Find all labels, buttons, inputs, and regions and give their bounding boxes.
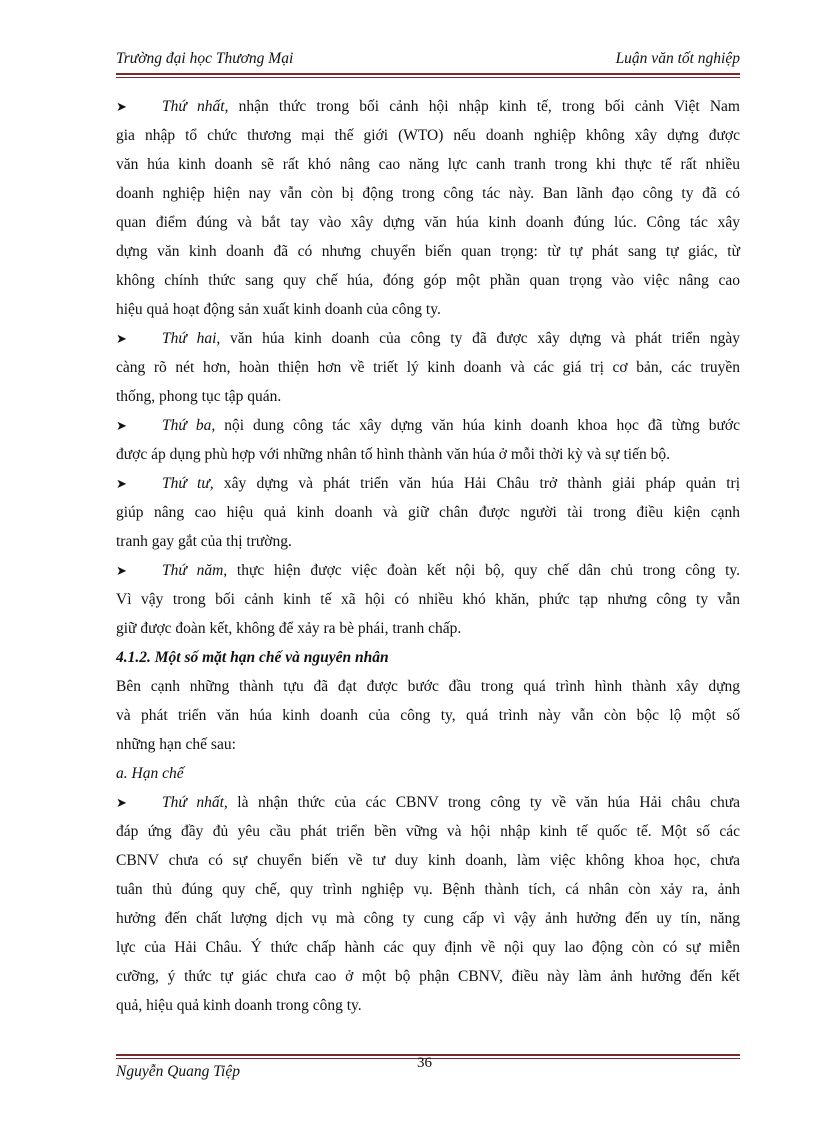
paragraph-1-line: gia nhập tổ chức thương mại thế giới (WTO) nếu doanh nghiệp không xây dựng được <box>116 127 740 144</box>
paragraph-1-line: quan điểm đúng và bắt tay vào xây dựng văn húa kinh doanh đúng lúc. Công tác xây <box>116 214 740 231</box>
paragraph-3-line: ➤ Thứ ba, nội dung công tác xây dựng văn húa kinh doanh khoa học đã từng bước <box>116 411 740 440</box>
paragraph-6-line: cưỡng, ý thức tự giác chưa cao ở một bộ phận CBNV, điều này làm ảnh hưởng đến kết <box>116 968 740 985</box>
page-number: 36 <box>417 1055 432 1071</box>
header-rule <box>116 73 740 75</box>
paragraph-1-line: doanh nghiệp hiện nay vẫn còn bị động trong công tác này. Ban lãnh đạo công ty đã có <box>116 185 740 202</box>
paragraph-1-line: văn húa kinh doanh sẽ rất khó nâng cao năng lực canh tranh trong khi thực tế rất nhiều <box>116 156 740 173</box>
paragraph-6-line: quả, hiệu quả kinh doanh trong công ty. <box>116 997 362 1014</box>
paragraph-6-line: đáp ứng đầy đủ yêu cầu phát triển bền vững và hội nhập kinh tế quốc tế. Một số các <box>116 823 740 840</box>
paragraph-6-line: lực của Hải Châu. Ý thức chấp hành các quy định về nội quy lao động còn có sự miễn <box>116 939 740 956</box>
paragraph-4-line: tranh gay gắt của thị trường. <box>116 533 292 550</box>
page-header <box>116 50 740 72</box>
intro-line: Bên cạnh những thành tựu đã đạt được bước đầu trong quá trình hình thành xây dựng <box>116 678 740 695</box>
paragraph-5-line: Vì vậy trong bối cảnh kinh tế xã hội có nhiều khó khăn, phức tạp nhưng công ty vẫn <box>116 591 740 608</box>
section-heading: 4.1.2. Một số mặt hạn chế và nguyên nhân <box>116 649 389 666</box>
header-thesis: Luận văn tốt nghiệp <box>615 50 740 67</box>
paragraph-4-line: ➤ Thứ tư, xây dựng và phát triển văn húa Hải Châu trở thành giải pháp quản trị <box>116 469 740 498</box>
paragraph-1-line: không chính thức sang quy chế húa, đóng góp một phần quan trọng vào việc nâng cao <box>116 272 740 289</box>
paragraph-6-line: tuân thủ đúng quy chế, quy trình nghiệp vụ. Bệnh thành tích, cá nhân còn xảy ra, ảnh <box>116 881 740 898</box>
bullet-icon: ➤ <box>116 564 127 579</box>
bullet-icon: ➤ <box>116 796 127 811</box>
paragraph-6-line: ➤ Thứ nhất, là nhận thức của các CBNV trong công ty về văn húa Hải châu chưa <box>116 788 740 817</box>
bullet-icon: ➤ <box>116 332 127 347</box>
paragraph-1-line: ➤ Thứ nhất, nhận thức trong bối cảnh hội nhập kinh tế, trong bối cảnh Việt Nam <box>116 92 740 121</box>
paragraph-5-line: ➤ Thứ năm, thực hiện được việc đoàn kết nội bộ, quy chế dân chủ trong công ty. <box>116 556 740 585</box>
bullet-icon: ➤ <box>116 100 127 115</box>
footer-author: Nguyễn Quang Tiệp <box>116 1063 240 1080</box>
paragraph-2-line: càng rõ nét hơn, hoàn thiện hơn về triết lý kinh doanh và các giá trị cơ bản, các truyền <box>116 359 740 376</box>
header-rule-thin <box>116 77 740 78</box>
subsection-heading: a. Hạn chế <box>116 765 184 782</box>
paragraph-2-line: ➤ Thứ hai, văn húa kinh doanh của công ty đã được xây dựng và phát triển ngày <box>116 324 740 353</box>
paragraph-1-line: dựng văn kinh doanh đã có nhưng chuyển biến quan trọng: từ tự phát sang tự giác, từ <box>116 243 740 260</box>
paragraph-4-line: giúp nâng cao hiệu quả kinh doanh và giữ chân được người tài trong điều kiện cạnh <box>116 504 740 521</box>
paragraph-3-line: được áp dụng phù hợp với những nhân tố hình thành văn húa ở mỗi thời kỳ và sự tiến bộ. <box>116 446 670 463</box>
bullet-icon: ➤ <box>116 477 127 492</box>
intro-line: và phát triển văn húa kinh doanh của công ty, quá trình này vẫn còn bộc lộ một số <box>116 707 740 724</box>
header-school: Trường đại học Thương Mại <box>116 50 294 67</box>
paragraph-6-line: hưởng đến chất lượng dịch vụ mà công ty cung cấp vì vậy ảnh hưởng đến uy tín, năng <box>116 910 740 927</box>
paragraph-5-line: giữ được đoàn kết, không để xảy ra bè phái, tranh chấp. <box>116 620 462 637</box>
page-body <box>116 92 740 1020</box>
paragraph-2-line: thống, phong tục tập quán. <box>116 388 282 405</box>
intro-line: những hạn chế sau: <box>116 736 236 753</box>
paragraph-1-line: hiệu quả hoạt động sản xuất kinh doanh của công ty. <box>116 301 441 318</box>
bullet-icon: ➤ <box>116 419 127 434</box>
paragraph-6-line: CBNV chưa có sự chuyển biến về tư duy kinh doanh, làm việc không khoa học, chưa <box>116 852 740 869</box>
